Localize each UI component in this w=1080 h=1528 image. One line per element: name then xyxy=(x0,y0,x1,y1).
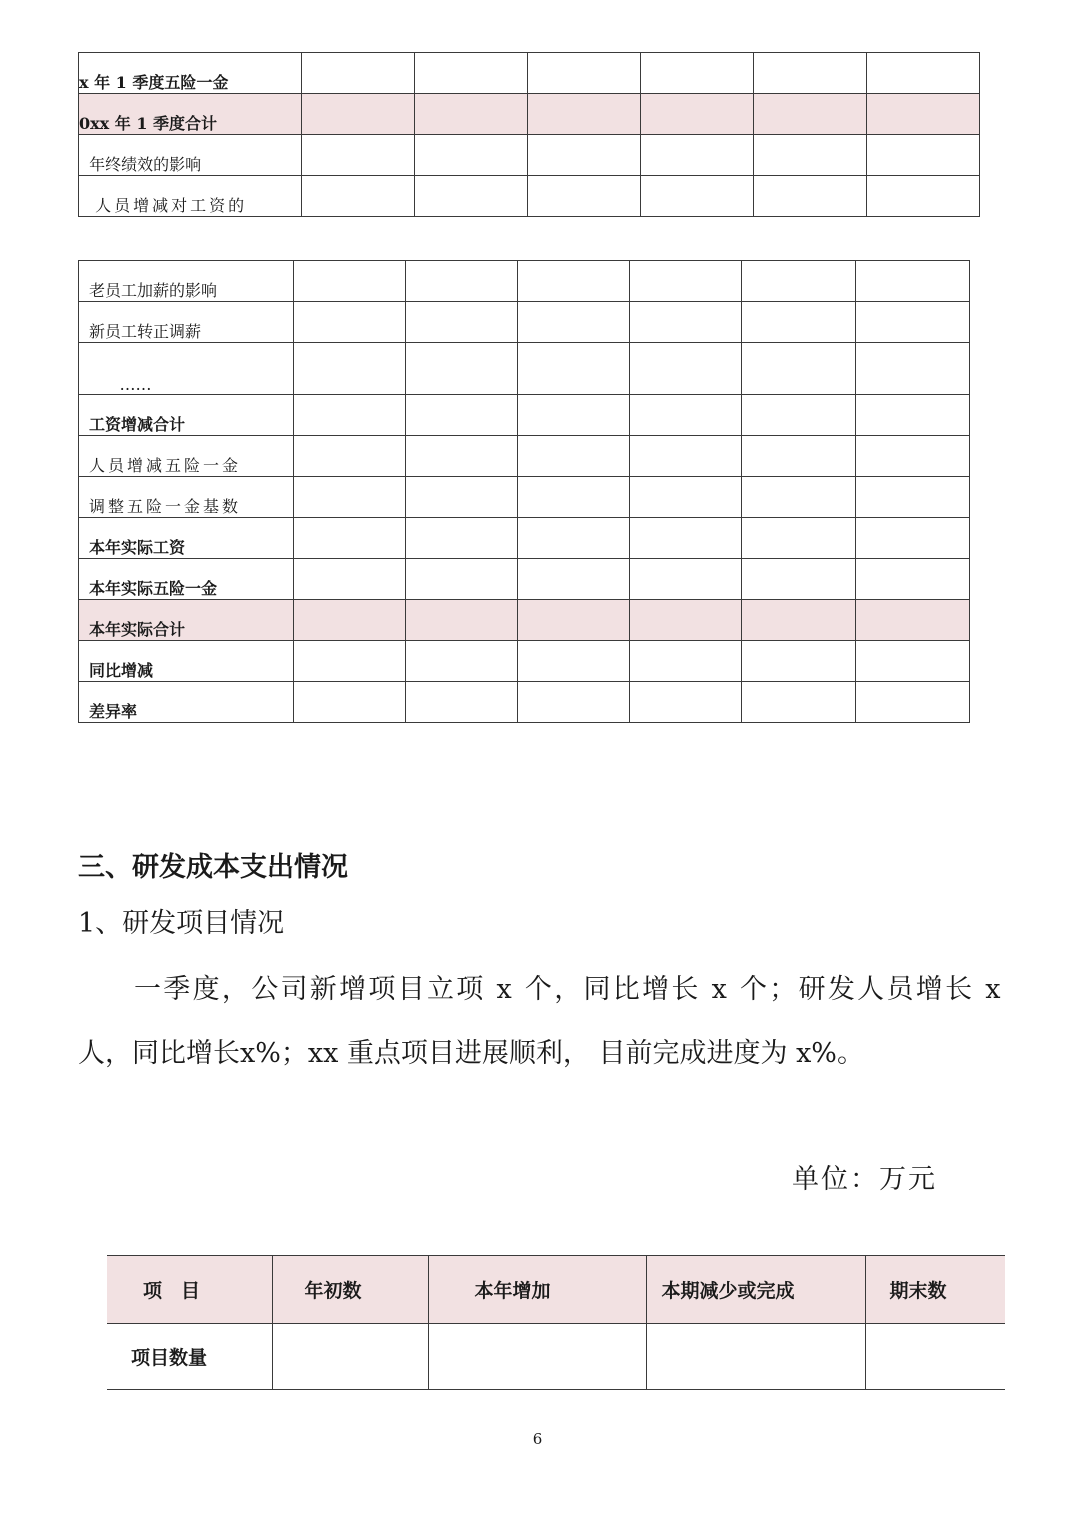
table-cell xyxy=(406,302,518,343)
table-row xyxy=(79,559,970,600)
table-cell xyxy=(646,1324,865,1390)
table-cell xyxy=(415,176,528,217)
table-cell xyxy=(630,682,742,723)
table-cell xyxy=(406,395,518,436)
table-row xyxy=(79,682,970,723)
row-label: 工资增减合计 xyxy=(79,395,294,436)
table-cell xyxy=(528,53,641,94)
table-row xyxy=(107,1324,1005,1390)
row-label: 新员工转正调薪 xyxy=(79,302,294,343)
table-cell xyxy=(641,53,754,94)
table-cell xyxy=(415,135,528,176)
table-cell xyxy=(856,261,970,302)
table-row xyxy=(79,436,970,477)
row-label: 0xx 年 1 季度合计 xyxy=(79,94,302,135)
table-cell xyxy=(630,559,742,600)
table-row xyxy=(79,135,980,176)
table-cell xyxy=(630,436,742,477)
table-row xyxy=(79,518,970,559)
table-cell xyxy=(406,682,518,723)
table-cell xyxy=(294,343,406,395)
table-cell xyxy=(856,600,970,641)
table-cell xyxy=(742,518,856,559)
row-label: x 年 1 季度五险一金 xyxy=(79,53,302,94)
table-cell xyxy=(742,302,856,343)
row-label: 调整五险一金基数 xyxy=(79,477,294,518)
table-header-row xyxy=(107,1256,1005,1324)
table-cell xyxy=(518,477,630,518)
row-label: 老员工加薪的影响 xyxy=(79,261,294,302)
table-cell xyxy=(641,94,754,135)
row-label: 本年实际工资 xyxy=(79,518,294,559)
table-cell xyxy=(754,176,867,217)
table-row xyxy=(79,176,980,217)
table-cell xyxy=(406,641,518,682)
table-cell xyxy=(742,682,856,723)
table-cell xyxy=(406,518,518,559)
table-cell xyxy=(518,261,630,302)
table-cell xyxy=(856,682,970,723)
table-cell xyxy=(856,302,970,343)
table-cell xyxy=(630,477,742,518)
paragraph-line-1: 一季度，公司新增项目立项 x 个，同比增长 x 个；研发人员增长 x xyxy=(134,974,1003,1005)
header-cell: 本年增加 xyxy=(428,1256,646,1324)
table-cell xyxy=(742,600,856,641)
table-cell xyxy=(428,1324,646,1390)
table-cell xyxy=(302,53,415,94)
table-cell xyxy=(856,559,970,600)
row-label: …… xyxy=(79,343,294,395)
section-heading: 三、研发成本支出情况 xyxy=(78,852,348,883)
table-cell xyxy=(294,261,406,302)
salary-table-part1 xyxy=(78,52,980,217)
table-cell xyxy=(518,600,630,641)
table-row xyxy=(79,343,970,395)
table-cell xyxy=(630,600,742,641)
table-cell xyxy=(518,436,630,477)
table-cell xyxy=(294,559,406,600)
table-row xyxy=(79,261,970,302)
row-label: 本年实际合计 xyxy=(79,600,294,641)
table-cell xyxy=(302,135,415,176)
table-cell xyxy=(630,518,742,559)
table-cell xyxy=(415,94,528,135)
table-cell xyxy=(856,343,970,395)
table-cell xyxy=(856,518,970,559)
table-cell xyxy=(867,176,980,217)
table-cell xyxy=(415,53,528,94)
table-cell xyxy=(630,302,742,343)
table-cell xyxy=(856,436,970,477)
table-cell xyxy=(528,176,641,217)
row-label: 人员增减五险一金 xyxy=(79,436,294,477)
table-cell xyxy=(294,477,406,518)
table-cell xyxy=(302,176,415,217)
table-cell xyxy=(742,395,856,436)
table-cell xyxy=(518,559,630,600)
table-cell xyxy=(630,395,742,436)
header-cell: 年初数 xyxy=(272,1256,428,1324)
row-label: 同比增减 xyxy=(79,641,294,682)
page-number: 6 xyxy=(532,1430,543,1448)
table-cell xyxy=(742,559,856,600)
table-cell xyxy=(528,135,641,176)
table-cell xyxy=(754,135,867,176)
table-cell xyxy=(630,641,742,682)
table-cell xyxy=(518,682,630,723)
table-cell xyxy=(272,1324,428,1390)
table-cell xyxy=(856,641,970,682)
table-row xyxy=(79,395,970,436)
table-cell xyxy=(406,343,518,395)
table-cell xyxy=(406,261,518,302)
table-cell xyxy=(742,477,856,518)
table-cell xyxy=(856,477,970,518)
rd-project-table xyxy=(107,1255,1005,1390)
table-cell xyxy=(865,1324,1005,1390)
table-cell xyxy=(742,261,856,302)
table-row xyxy=(79,477,970,518)
table-cell xyxy=(518,395,630,436)
table-cell xyxy=(406,477,518,518)
table-cell xyxy=(294,641,406,682)
table-cell xyxy=(302,94,415,135)
unit-label: 单位：万元 xyxy=(792,1164,937,1195)
table-cell xyxy=(518,343,630,395)
table-row xyxy=(79,641,970,682)
table-cell xyxy=(630,343,742,395)
row-label: 人员增减对工资的 xyxy=(79,176,302,217)
paragraph-line-2: 人，同比增长x%；xx 重点项目进展顺利， 目前完成进度为 x%。 xyxy=(78,1038,864,1069)
table-cell xyxy=(528,94,641,135)
table-cell xyxy=(518,518,630,559)
table-cell xyxy=(742,641,856,682)
table-cell xyxy=(518,641,630,682)
table-cell xyxy=(867,53,980,94)
table-cell xyxy=(294,682,406,723)
table-cell xyxy=(742,436,856,477)
table-row xyxy=(79,600,970,641)
table-cell xyxy=(754,53,867,94)
table-cell xyxy=(630,261,742,302)
table-cell xyxy=(856,395,970,436)
table-cell xyxy=(294,395,406,436)
row-label: 年终绩效的影响 xyxy=(79,135,302,176)
table-cell xyxy=(294,518,406,559)
table-cell xyxy=(754,94,867,135)
table-cell xyxy=(406,559,518,600)
table-cell xyxy=(518,302,630,343)
header-cell: 项 目 xyxy=(107,1256,272,1324)
table-cell xyxy=(742,343,856,395)
table-cell xyxy=(294,302,406,343)
table-row xyxy=(79,94,980,135)
row-label: 差异率 xyxy=(79,682,294,723)
table-row xyxy=(79,302,970,343)
table-row xyxy=(79,53,980,94)
table-cell xyxy=(867,135,980,176)
subsection-heading: 1、研发项目情况 xyxy=(78,908,285,939)
row-label: 项目数量 xyxy=(107,1324,272,1390)
header-cell: 期末数 xyxy=(865,1256,1005,1324)
table-cell xyxy=(406,436,518,477)
table-cell xyxy=(406,600,518,641)
table-cell xyxy=(294,600,406,641)
table-cell xyxy=(294,436,406,477)
salary-table-part2 xyxy=(78,260,970,723)
table-cell xyxy=(641,176,754,217)
table-cell xyxy=(641,135,754,176)
table-cell xyxy=(867,94,980,135)
row-label: 本年实际五险一金 xyxy=(79,559,294,600)
header-cell: 本期减少或完成 xyxy=(646,1256,865,1324)
